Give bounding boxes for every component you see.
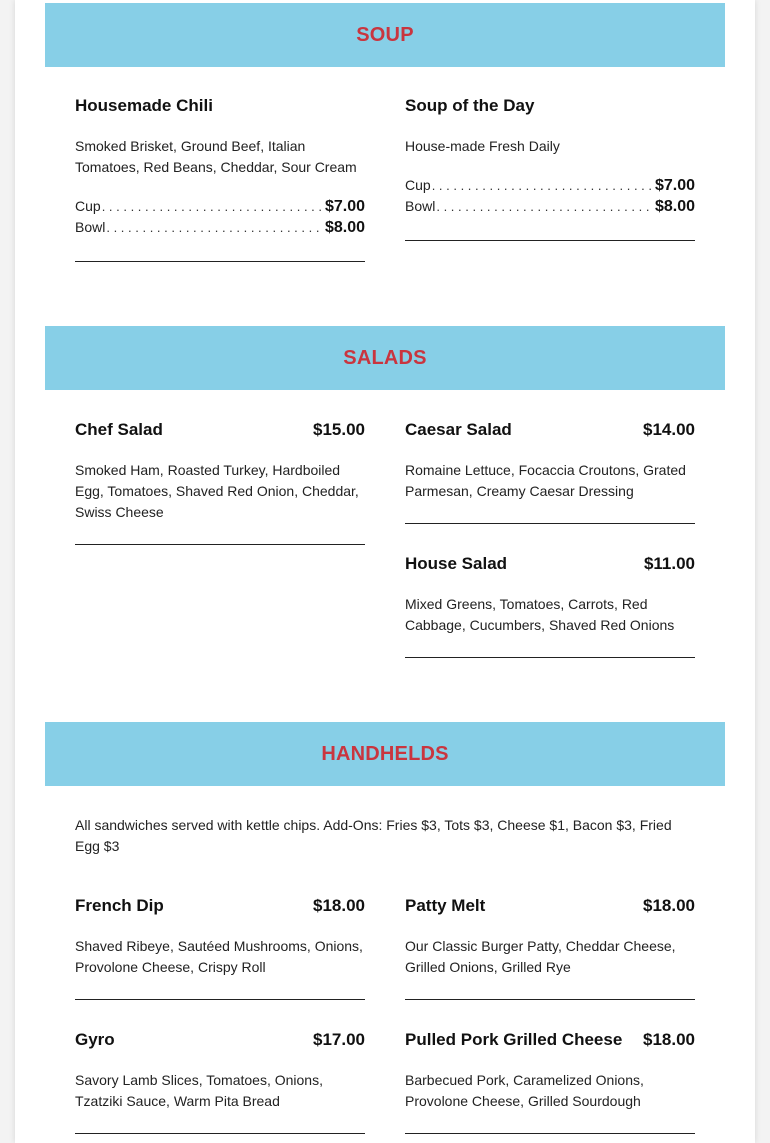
item-price: $15.00 xyxy=(313,420,365,439)
price-row-cup xyxy=(75,198,365,219)
leader-dots xyxy=(106,220,324,235)
leader-dots xyxy=(102,199,324,214)
item-description: Savory Lamb Slices, Tomatoes, Onions, Tzatziki Sauce, Warm Pita Bread xyxy=(75,1072,323,1109)
item-name: House Salad xyxy=(405,554,508,573)
menu-item-patty-melt xyxy=(405,896,695,978)
item-name: Pulled Pork Grilled Cheese xyxy=(405,1030,623,1049)
item-name: Soup of the Day xyxy=(405,96,535,115)
menu-item-house-salad xyxy=(405,554,695,636)
item-price: $18.00 xyxy=(643,1030,695,1049)
item-description: Barbecued Pork, Caramelized Onions, Provolone Cheese, Grilled Sourdough xyxy=(405,1072,644,1109)
price-label: Bowl xyxy=(405,198,436,214)
price-value: $8.00 xyxy=(654,198,695,215)
price-value: $8.00 xyxy=(324,219,365,236)
menu-item-pulled-pork-grilled-cheese xyxy=(405,1030,695,1112)
price-row-bowl xyxy=(405,198,695,219)
item-price: $18.00 xyxy=(643,896,695,915)
menu-item-soup-of-the-day xyxy=(405,96,695,219)
item-divider xyxy=(75,261,365,262)
item-divider xyxy=(405,240,695,241)
item-divider xyxy=(75,1133,365,1134)
section-title: SALADS xyxy=(343,346,427,369)
item-divider xyxy=(405,999,695,1000)
salads-section-header xyxy=(45,326,725,390)
item-name: Chef Salad xyxy=(75,420,163,439)
handhelds-section-header xyxy=(45,722,725,786)
item-price: $11.00 xyxy=(643,554,695,573)
leader-dots xyxy=(432,178,654,193)
menu-item-caesar-salad xyxy=(405,420,695,502)
item-description: Smoked Brisket, Ground Beef, Italian Tomatoes, Red Beans, Cheddar, Sour Cream xyxy=(75,138,357,175)
item-description: Our Classic Burger Patty, Cheddar Cheese, Grilled Onions, Grilled Rye xyxy=(405,938,676,975)
price-value: $7.00 xyxy=(654,177,695,194)
soup-section-header xyxy=(45,3,725,67)
item-name: Patty Melt xyxy=(405,896,486,915)
item-price: $18.00 xyxy=(313,896,365,915)
menu-item-housemade-chili xyxy=(75,96,365,240)
price-label: Cup xyxy=(75,198,101,214)
handhelds-note: All sandwiches served with kettle chips. Add-Ons: Fries $3, Tots $3, Cheese $1, Bacon $3, Fried Egg $3 xyxy=(75,817,672,854)
menu-item-french-dip xyxy=(75,896,365,978)
item-description: Romaine Lettuce, Focaccia Croutons, Grated Parmesan, Creamy Caesar Dressing xyxy=(405,462,686,499)
menu-item-gyro xyxy=(75,1030,365,1112)
item-name: Caesar Salad xyxy=(405,420,512,439)
item-name: Housemade Chili xyxy=(75,96,213,115)
item-name: Gyro xyxy=(75,1030,115,1049)
price-row-cup xyxy=(405,177,695,198)
item-description: Smoked Ham, Roasted Turkey, Hardboiled Egg, Tomatoes, Shaved Red Onion, Cheddar, Swiss Cheese xyxy=(75,462,359,520)
item-name: French Dip xyxy=(75,896,164,915)
item-price: $17.00 xyxy=(313,1030,365,1049)
leader-dots xyxy=(436,199,654,214)
section-title: HANDHELDS xyxy=(321,742,449,765)
item-divider xyxy=(405,657,695,658)
price-row-bowl xyxy=(75,219,365,240)
item-description: Mixed Greens, Tomatoes, Carrots, Red Cabbage, Cucumbers, Shaved Red Onions xyxy=(405,596,675,633)
price-label: Cup xyxy=(405,177,431,193)
item-description: Shaved Ribeye, Sautéed Mushrooms, Onions, Provolone Cheese, Crispy Roll xyxy=(75,938,363,975)
item-divider xyxy=(75,544,365,545)
menu-item-chef-salad xyxy=(75,420,365,523)
price-value: $7.00 xyxy=(324,198,365,215)
price-label: Bowl xyxy=(75,219,106,235)
item-price: $14.00 xyxy=(643,420,695,439)
item-divider xyxy=(405,523,695,524)
section-title: SOUP xyxy=(356,23,414,46)
menu-page xyxy=(15,0,755,1143)
item-divider xyxy=(405,1133,695,1134)
item-description: House-made Fresh Daily xyxy=(405,138,560,154)
item-divider xyxy=(75,999,365,1000)
